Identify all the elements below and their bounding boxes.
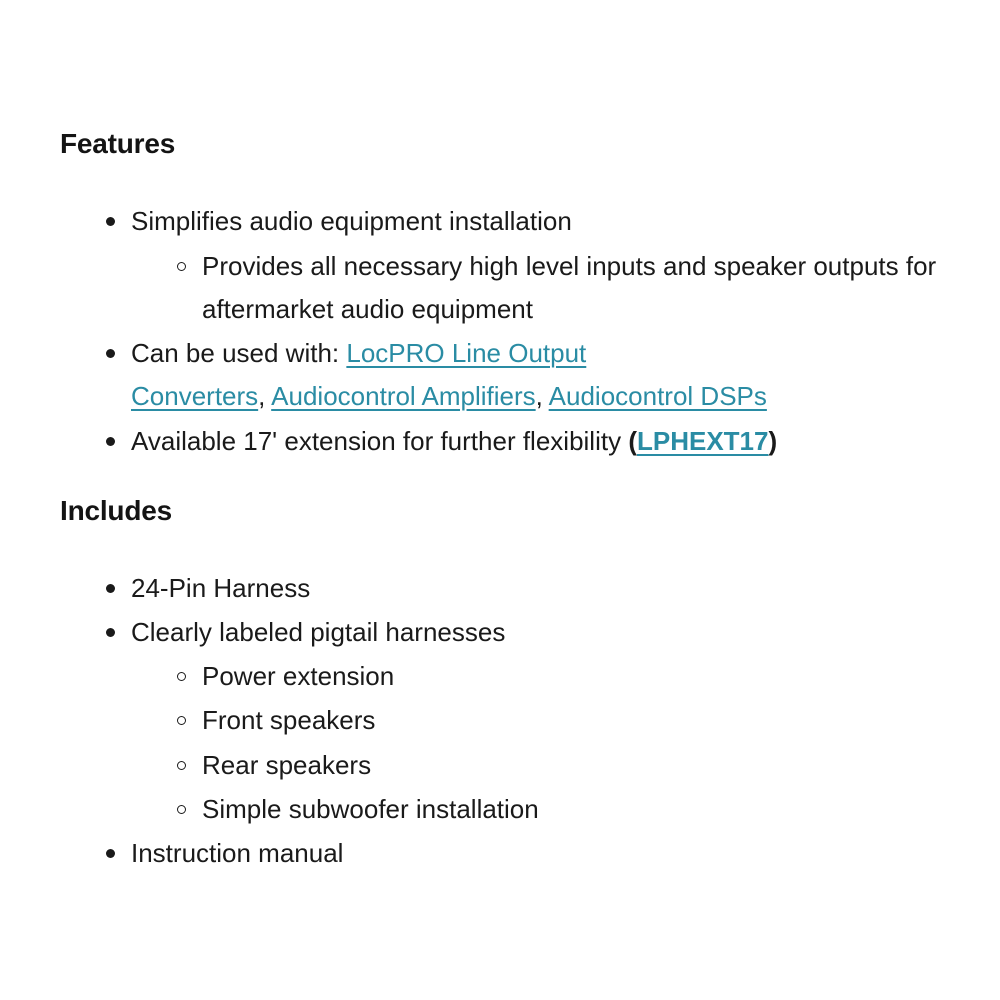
includes-subitem: Power extension xyxy=(202,661,395,691)
includes-item: Instruction manual xyxy=(131,838,344,868)
bullet-disc xyxy=(106,628,115,637)
feature-subitem-inputs-line2: aftermarket audio equipment xyxy=(202,294,533,324)
lphext17-link[interactable]: LPHEXT17 xyxy=(636,426,769,456)
feature-item-simplifies: Simplifies audio equipment installation xyxy=(131,206,572,236)
extension-text: Available 17' extension for further flexibility xyxy=(131,426,629,456)
bullet-circle xyxy=(177,805,186,814)
bullet-disc xyxy=(106,437,115,446)
audiocontrol-amplifiers-link[interactable]: Audiocontrol Amplifiers xyxy=(271,381,536,411)
features-heading: Features xyxy=(60,128,176,159)
bullet-circle xyxy=(177,672,186,681)
bullet-disc xyxy=(106,217,115,226)
bullet-disc xyxy=(106,849,115,858)
bullet-disc xyxy=(106,584,115,593)
includes-heading: Includes xyxy=(60,495,172,526)
locpro-converters-link[interactable]: Converters xyxy=(131,381,259,411)
includes-item: 24-Pin Harness xyxy=(131,573,311,603)
feature-item-used-with-line2 xyxy=(131,379,767,413)
bullet-circle xyxy=(177,716,186,725)
paren-open: ( xyxy=(628,426,637,456)
feature-subitem-inputs-line1: Provides all necessary high level inputs and speaker outputs for xyxy=(202,251,937,281)
bullet-circle xyxy=(177,761,186,770)
separator: , xyxy=(535,381,549,411)
bullet-disc xyxy=(106,349,115,358)
paren-close: ) xyxy=(768,426,778,456)
includes-subitem: Simple subwoofer installation xyxy=(202,794,539,824)
used-with-label: Can be used with: xyxy=(131,338,347,368)
locpro-line-output-link[interactable]: LocPRO Line Output xyxy=(346,338,587,368)
includes-item: Clearly labeled pigtail harnesses xyxy=(131,617,506,647)
bullet-circle xyxy=(177,262,186,271)
audiocontrol-dsps-link[interactable]: Audiocontrol DSPs xyxy=(548,381,767,411)
separator: , xyxy=(258,381,272,411)
includes-subitem: Front speakers xyxy=(202,705,376,735)
feature-item-extension xyxy=(131,424,777,458)
feature-item-used-with-line1 xyxy=(131,336,586,370)
includes-subitem: Rear speakers xyxy=(202,750,372,780)
